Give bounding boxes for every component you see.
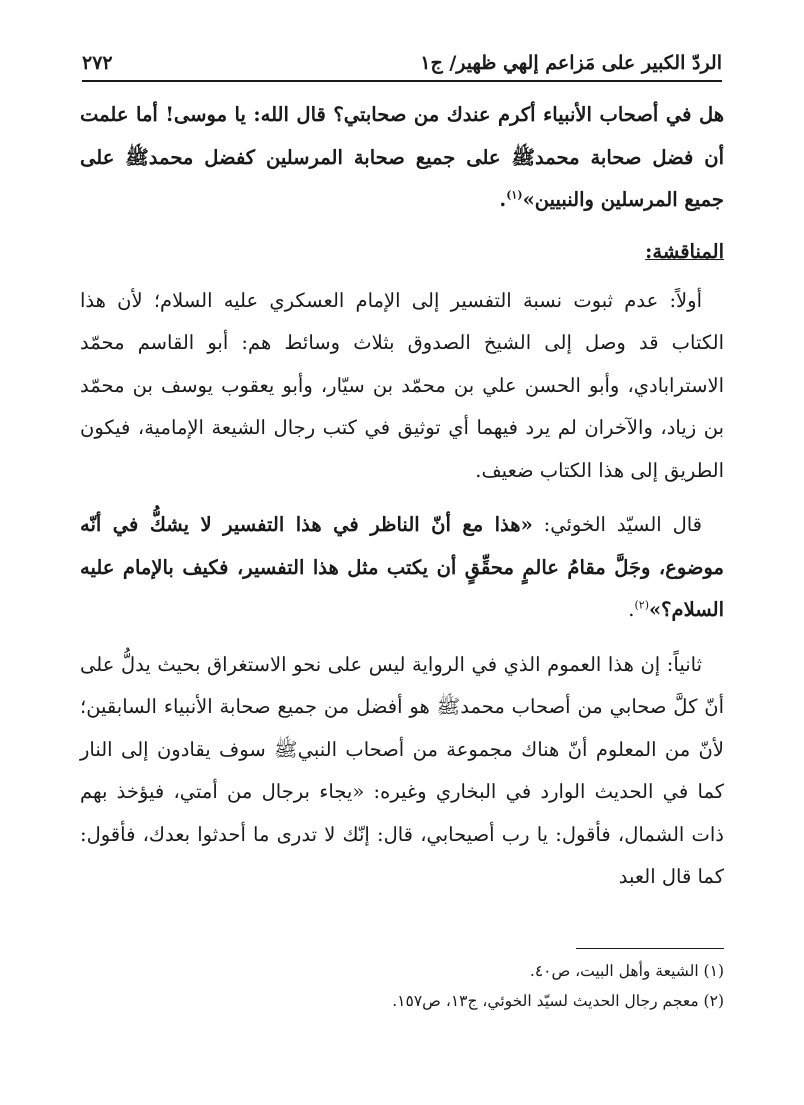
section-heading-text: المناقشة bbox=[652, 239, 724, 263]
paragraph-second-point: ثانياً: إن هذا العموم الذي في الرواية ليس على نحو الاستغراق بحيث يدلُّ على أنّ كلَّ صحابي من أصحاب محمدﷺ هو أفضل من جميع صحابة الأنبياء السابقين؛ لأنّ من المعلوم أنّ هناك مجموعة من أصحاب النبيﷺ سوف يقادون إلى النار كما في الحديث الوارد في البخاري وغيره: «يجاء برجال من أمتي، فيؤخذ بهم ذات الشمال، فأقول: يا رب أصيحابي، قال: إنّك لا تدرى ما أحدثوا بعدك، فأقول: كما قال العبد bbox=[80, 652, 724, 888]
footnotes bbox=[80, 956, 724, 1016]
page-header bbox=[82, 26, 722, 78]
khoei-end: . bbox=[628, 598, 635, 621]
footnote-1: (١) الشيعة وأهل البيت، ص٤٠. bbox=[529, 962, 724, 980]
paragraph-gap bbox=[80, 632, 724, 644]
page-body bbox=[80, 94, 724, 899]
quote-continuation bbox=[80, 94, 724, 222]
section-heading-colon: : bbox=[645, 239, 653, 263]
paragraph-first-point: أولاً: عدم ثبوت نسبة التفسير إلى الإمام العسكري عليه السلام؛ لأن هذا الكتاب قد وصل إلى الشيخ الصدوق بثلاث وسائط هم: أبو القاسم محمّد الاسترابادي، وأبو الحسن علي بن محمّد بن سيّار، وأبو يعقوب يوسف بن محمّد بن زياد، والآخران لم يرد فيهما أي توثيق في كتب رجال الشيعة الإمامية، فيكون الطريق إلى هذا الكتاب ضعيف. bbox=[80, 288, 724, 482]
quote-end: . bbox=[499, 188, 507, 211]
footnote-ref-1: (١) bbox=[506, 188, 523, 202]
footnote-2: (٢) معجم رجال الحديث لسيّد الخوئي، ج١٣، ص١٥٧. bbox=[392, 992, 724, 1010]
quote-text: هل في أصحاب الأنبياء أكرم عندك من صحابتي؟ قال الله: يا موسى! أما علمت أن فضل صحابة محمدﷺ على جميع صحابة المرسلين كفضل محمدﷺ على جميع المرسلين والنبيين» bbox=[80, 103, 724, 211]
running-title: الردّ الكبير على مَزاعم إلهي ظهير/ ج١ bbox=[420, 52, 722, 74]
paragraph-gap bbox=[80, 492, 724, 504]
khoei-quote: «هذا مع أنّ الناظر في هذا التفسير لا يشكُّ في أنّه موضوع، وجَلَّ مقامُ عالمٍ محقِّقٍ أن يكتب مثل هذا التفسير، فكيف بالإمام عليه السلام؟» bbox=[80, 513, 724, 621]
header-divider bbox=[82, 80, 722, 82]
paragraph-khoei-quote bbox=[80, 504, 724, 632]
footnote-ref-2: (٢) bbox=[634, 598, 649, 612]
page-number: ٢٧٢ bbox=[82, 52, 113, 74]
section-heading bbox=[80, 230, 724, 274]
footnote-divider bbox=[576, 948, 724, 949]
khoei-intro: قال السيّد الخوئي: bbox=[532, 513, 703, 536]
